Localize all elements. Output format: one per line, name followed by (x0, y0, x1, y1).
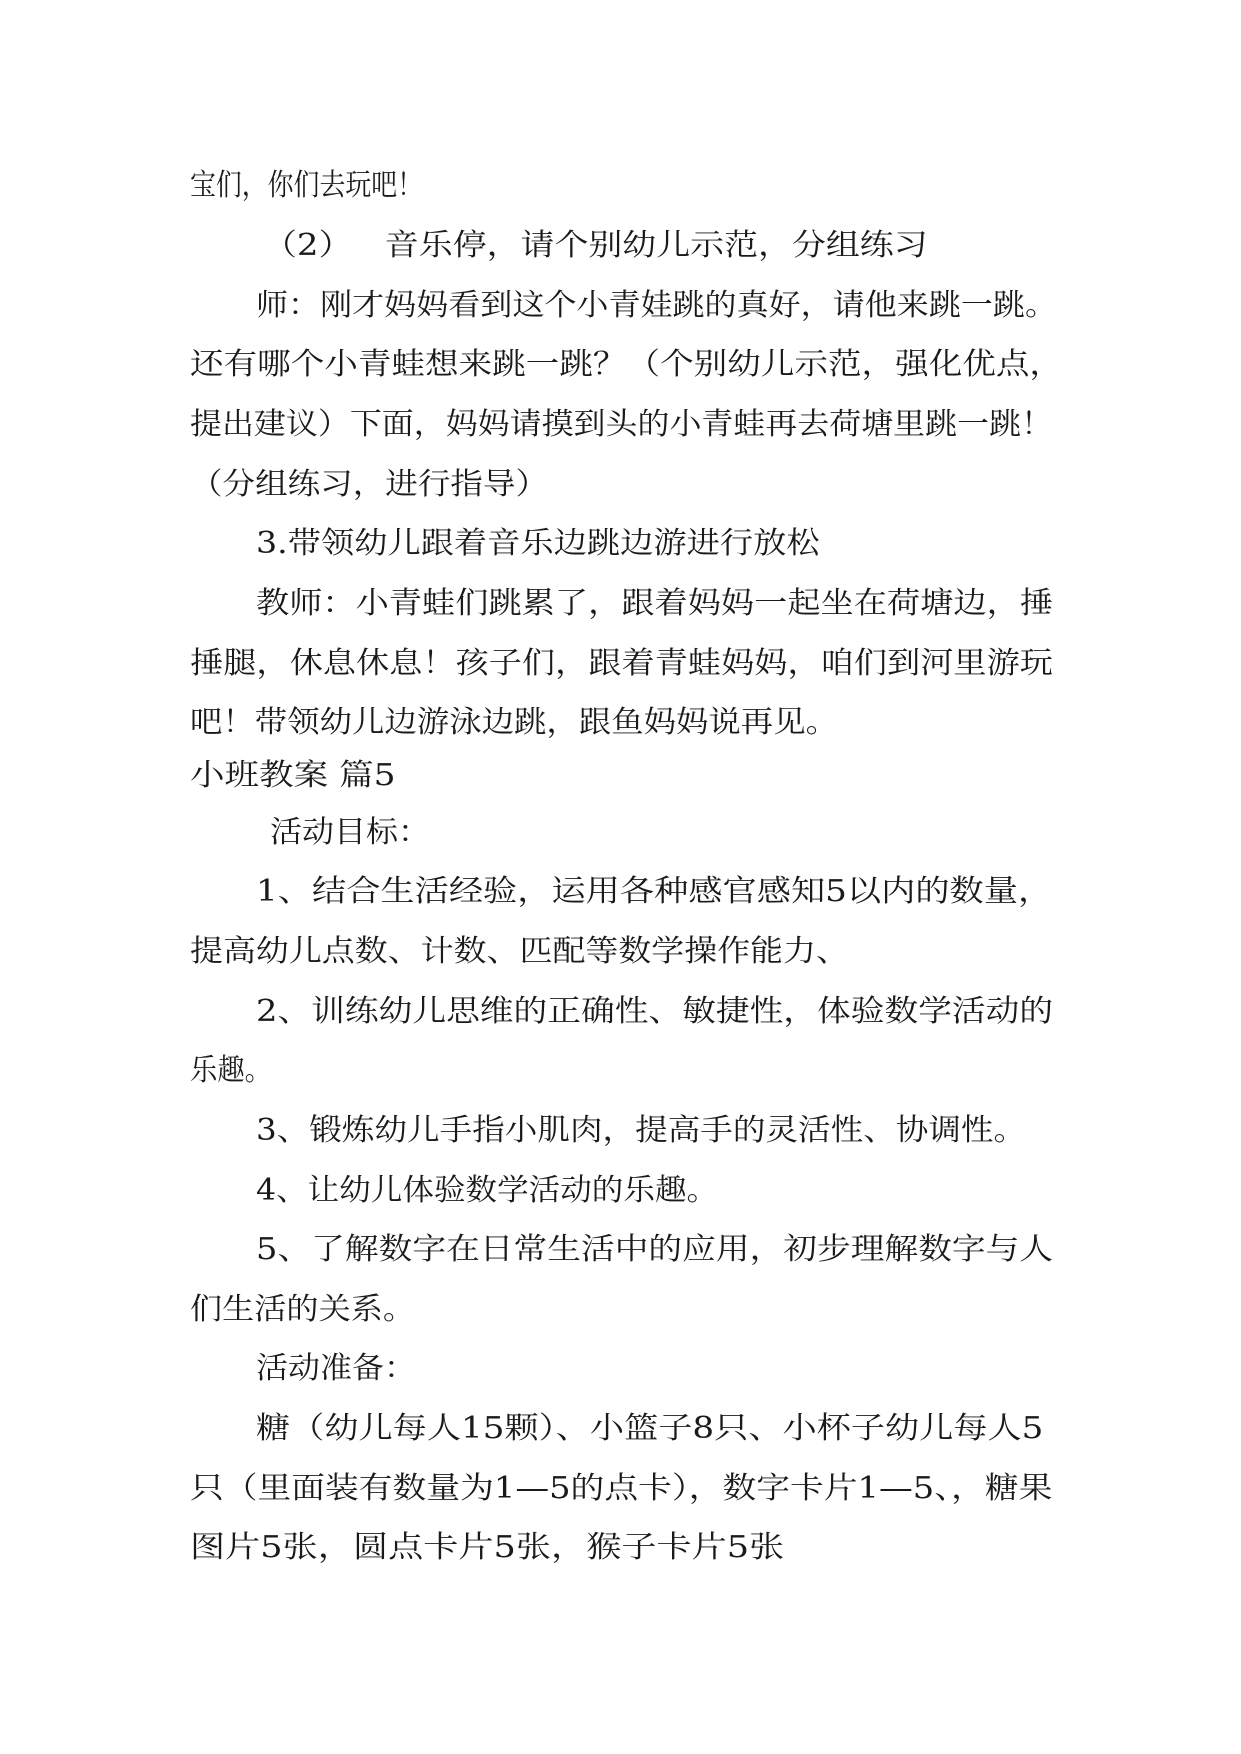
text-line: 1、结合生活经验，运用各种感官感知5以内的数量， (256, 874, 1053, 909)
text-line: 5、了解数字在日常生活中的应用，初步理解数字与人 (256, 1232, 1054, 1267)
text-line: 吧！带领幼儿边游泳边跳，跟鱼妈妈说再见。 (190, 705, 838, 740)
text-line: 教师：小青蛙们跳累了，跟着妈妈一起坐在荷塘边，捶 (256, 586, 1053, 621)
text-line: 提出建议）下面，妈妈请摸到头的小青蛙再去荷塘里跳一跳！ (190, 407, 1053, 442)
text-line: 活动准备： (256, 1351, 416, 1386)
text-line: 3.带领幼儿跟着音乐边跳边游进行放松 (256, 526, 820, 561)
text-line: 还有哪个小青蛙想来跳一跳？（个别幼儿示范，强化优点， (190, 347, 1063, 382)
text-line: （分组练习，进行指导） (190, 467, 548, 502)
text-line: 师：刚才妈妈看到这个小青娃跳的真好，请他来跳一跳。 (256, 288, 1057, 323)
text-line: 4、让幼儿体验数学活动的乐趣。 (256, 1173, 719, 1208)
section-heading: 小班教案 篇5 (190, 758, 396, 793)
text-line: 图片5张，圆点卡片5张，猴子卡片5张 (190, 1530, 785, 1565)
text-line: 宝们，你们去玩吧！ (190, 168, 423, 203)
text-line: 糖（幼儿每人15颗）、小篮子8只、小杯子幼儿每人5 (256, 1411, 1044, 1446)
text-line: 乐趣。 (190, 1053, 272, 1088)
text-line: 们生活的关系。 (190, 1292, 415, 1327)
text-line: 活动目标： (270, 815, 430, 850)
text-line: 3、锻炼幼儿手指小肌肉，提高手的灵活性、协调性。 (256, 1113, 1027, 1148)
text-line: 只（里面装有数量为1—5的点卡），数字卡片1—5、，糖果 (190, 1471, 1053, 1506)
text-line: 2、训练幼儿思维的正确性、敏捷性，体验数学活动的 (256, 994, 1054, 1029)
text-line: （2） 音乐停，请个别幼儿示范，分组练习 (263, 228, 928, 263)
text-line: 捶腿，休息休息！孩子们，跟着青蛙妈妈，咱们到河里游玩 (190, 646, 1053, 681)
text-line: 提高幼儿点数、计数、匹配等数学操作能力、 (190, 934, 849, 969)
